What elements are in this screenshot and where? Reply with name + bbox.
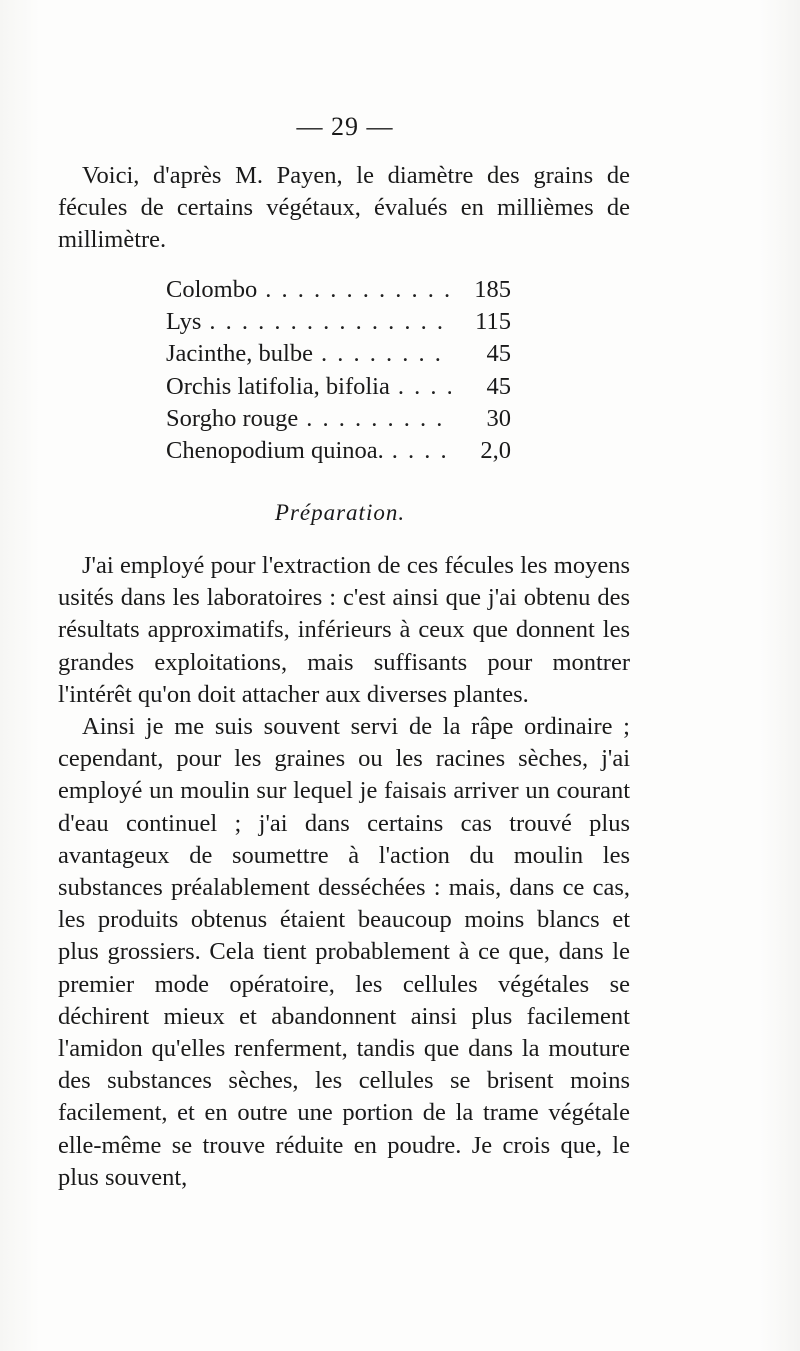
section-heading: Préparation.: [274, 500, 406, 525]
starch-grain-table: [166, 274, 511, 467]
table-row: [166, 435, 511, 467]
leader-dots: [265, 274, 451, 306]
grain-diameter: 30: [486, 404, 511, 432]
leader-dots: [209, 306, 451, 338]
plant-name: Jacinthe, bulbe: [166, 340, 313, 368]
table-row: [166, 274, 511, 306]
leader-dots: [321, 338, 451, 370]
intro-paragraph: Voici, d'après M. Payen, le diamètre des grains de fécules de certains végétaux, évalués en millièmes de millimètre.: [58, 162, 630, 254]
leader-dots: [306, 403, 451, 435]
grain-diameter: 45: [486, 340, 511, 368]
leader-dots: [392, 435, 451, 467]
plant-name: Orchis latifolia, bifolia: [166, 372, 390, 400]
table-row: [166, 306, 511, 338]
paragraph: Ainsi je me suis souvent servi de la râpe ordinaire ; cependant, pour les graines ou les racines sèches, j'ai employé un moulin sur lequel je faisais arriver un courant d'eau continuel ; j'ai dans certains cas trouvé plus avantageux de soumettre à l'action du moulin les substances préalablement desséchées : mais, dans ce cas, les produits obtenus étaient beaucoup moins blancs et plus grossiers. Cela tient probablement à ce que, dans le premier mode opératoire, les cellules végétales se déchirent mieux et abandonnent ainsi plus facilement l'amidon qu'elles renferment, tandis que dans la mouture des substances sèches, les cellules se brisent moins facilement, et en outre une portion de la trame végétale elle-même se trouve réduite en poudre. Je crois que, le plus souvent,: [58, 713, 630, 1191]
plant-name: Colombo: [166, 276, 258, 303]
plant-name: Sorgho rouge: [166, 404, 299, 432]
table-row: [166, 338, 511, 370]
table-row: [166, 403, 511, 435]
paragraph: J'ai employé pour l'extraction de ces fécules les moyens usités dans les laboratoires : c'est ainsi que j'ai obtenu des résultats approximatifs, inférieurs à ceux que donnent les grandes exploitations, mais suffisants pour montrer l'intérêt qu'on doit attacher aux diverses plantes.: [58, 552, 630, 708]
plant-name: Chenopodium quinoa.: [166, 436, 384, 464]
leader-dots: [398, 371, 451, 403]
page-number: — 29 —: [296, 112, 394, 141]
grain-diameter: 115: [475, 308, 511, 336]
grain-diameter: 185: [474, 276, 511, 303]
grain-diameter: 2,0: [480, 436, 511, 464]
grain-diameter: 45: [486, 372, 511, 400]
table-row: [166, 371, 511, 403]
body-text: [58, 550, 630, 1194]
plant-name: Lys: [166, 308, 202, 336]
